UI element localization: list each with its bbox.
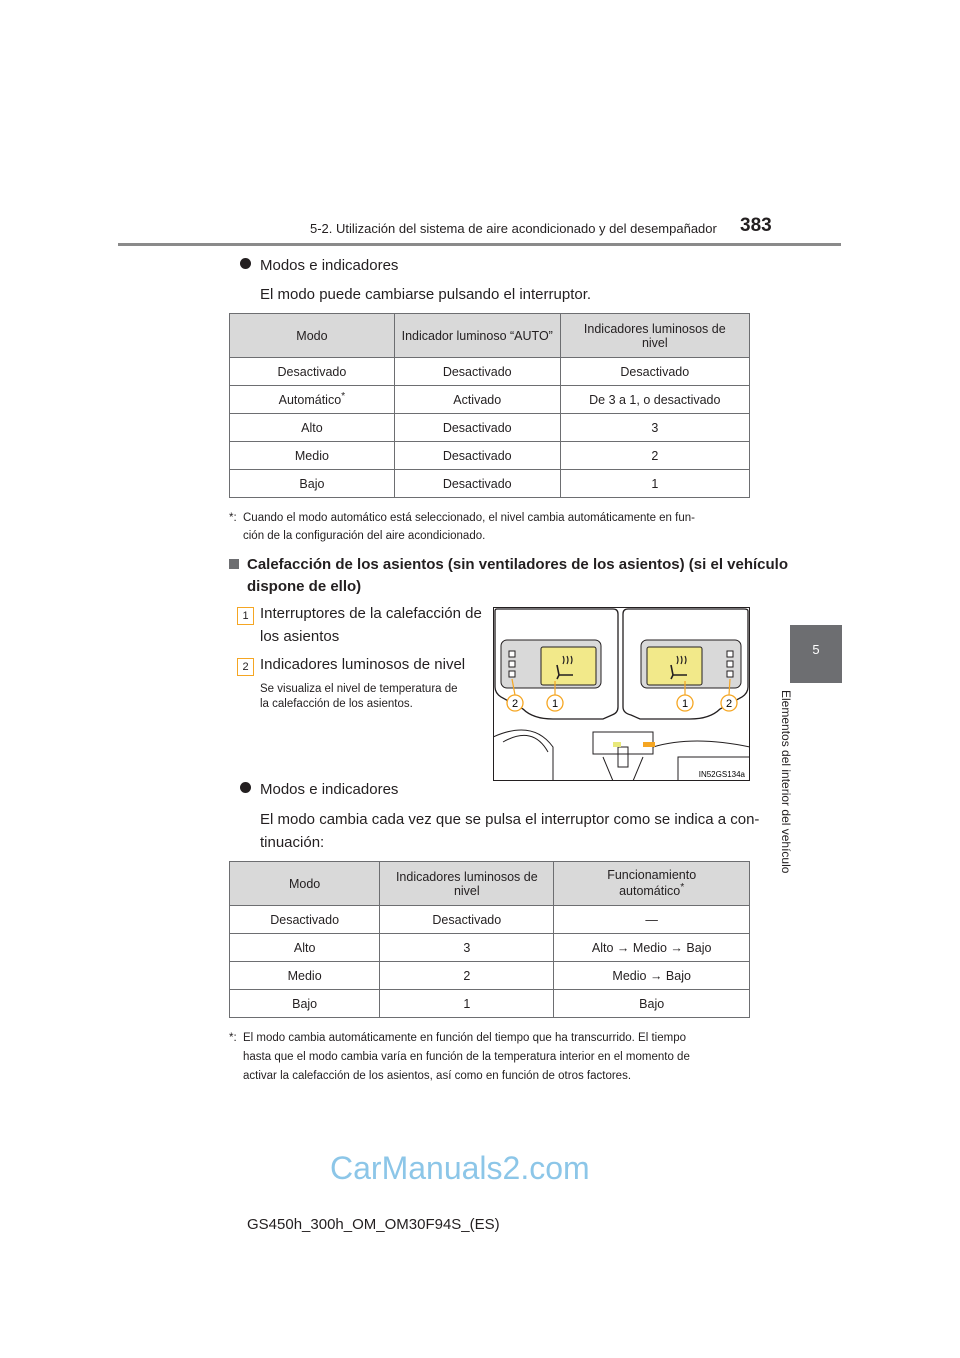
table-cell: Desactivado <box>380 906 554 934</box>
table-cell: Desactivado <box>560 358 749 386</box>
table2-header-level: Indicadores luminosos de nivel <box>380 862 554 906</box>
s2-heading-line1: Calefacción de los asientos (sin ventiladores de los asientos) (si el vehículo <box>247 556 789 573</box>
table1-header-level: Indicadores luminosos de nivel <box>560 314 749 358</box>
table-cell: Desactivado <box>394 414 560 442</box>
table-row <box>230 962 750 990</box>
bullet-dot-icon <box>240 782 251 793</box>
callout-label: 2 <box>511 698 519 710</box>
table-row <box>230 386 750 414</box>
table-cell: 1 <box>560 470 749 498</box>
bullet-dot-icon <box>240 258 251 269</box>
table-cell: 3 <box>560 414 749 442</box>
table-cell: Desactivado <box>230 358 395 386</box>
s2-footnote-line2: hasta que el modo cambia varía en función de la temperatura interior en el momento de <box>243 1051 690 1063</box>
table2-header-mode: Modo <box>230 862 380 906</box>
table-row <box>230 358 750 386</box>
s1-description: El modo puede cambiarse pulsando el interruptor. <box>260 286 592 303</box>
chapter-tab: 5 <box>790 625 842 683</box>
table-cell: Alto <box>230 414 395 442</box>
table-cell: Bajo <box>554 990 750 1018</box>
s1-footnote-mark: *: <box>229 512 237 524</box>
callout-number: 2 <box>237 658 254 676</box>
chapter-side-label <box>773 690 813 890</box>
table-cell: Alto <box>230 934 380 962</box>
table2-header-auto <box>554 862 750 906</box>
bullet-modes-1 <box>240 257 398 274</box>
s2-heading <box>229 556 788 573</box>
table-cell: 1 <box>380 990 554 1018</box>
s2-heading-line2: dispone de ello) <box>247 578 362 595</box>
item1-line1: Interruptores de la calefacción de <box>260 605 482 622</box>
table-cell: Desactivado <box>394 442 560 470</box>
dashboard-drawing <box>493 607 750 781</box>
modes-table-2 <box>229 861 750 1018</box>
table-cell <box>230 386 395 414</box>
s2-description-line2: tinuación: <box>260 834 325 851</box>
table-cell: Medio <box>230 962 380 990</box>
item2-note-line1: Se visualiza el nivel de temperatura de <box>260 683 458 695</box>
s2-footnote-mark: *: <box>229 1032 237 1044</box>
table-row <box>230 906 750 934</box>
header-rule <box>118 243 841 246</box>
s2-footnote-line3: activar la calefacción de los asientos, así como en función de otros factores. <box>243 1070 632 1082</box>
chapter-side-text: Elementos del interior del vehículo <box>779 690 793 874</box>
table-cell: — <box>554 906 750 934</box>
table2-header-auto-text: Funcionamiento automático <box>607 868 697 899</box>
table-cell-text: Automático <box>278 393 342 408</box>
s2-footnote-line1: El modo cambia automáticamente en función del tiempo que ha transcurrido. El tiempo <box>243 1032 686 1044</box>
table-row <box>230 934 750 962</box>
table-cell: Alto → Medio → Bajo <box>554 934 750 962</box>
callout-number: 1 <box>237 607 254 625</box>
section-square-icon <box>229 559 239 569</box>
header-title: 5-2. Utilización del sistema de aire acondicionado y del desempañador <box>310 221 717 236</box>
table-row <box>230 442 750 470</box>
table1-header-auto: Indicador luminoso “AUTO” <box>394 314 560 358</box>
table-row <box>230 414 750 442</box>
bullet-modes-2 <box>240 781 398 798</box>
table-cell: Medio <box>230 442 395 470</box>
seat-heater-illustration <box>493 607 750 781</box>
callout-label: 2 <box>725 698 733 710</box>
watermark-logo: CarManuals2.com <box>330 1150 590 1186</box>
table-row <box>230 990 750 1018</box>
callout-1-badge <box>237 606 254 625</box>
item2-label: Indicadores luminosos de nivel <box>260 656 466 673</box>
callout-2-badge <box>237 657 254 676</box>
footnote-star: * <box>680 882 685 894</box>
table-cell: Desactivado <box>394 470 560 498</box>
table-cell: 3 <box>380 934 554 962</box>
bullet-modes-1-label: Modos e indicadores <box>260 257 399 274</box>
table-cell: 2 <box>560 442 749 470</box>
table-cell: Activado <box>394 386 560 414</box>
footer-code: GS450h_300h_OM_OM30F94S_(ES) <box>247 1216 500 1233</box>
table-cell: De 3 a 1, o desactivado <box>560 386 749 414</box>
callout-label: 1 <box>681 698 689 710</box>
table1-header-mode: Modo <box>230 314 395 358</box>
table-cell: 2 <box>380 962 554 990</box>
item1-line2: los asientos <box>260 628 340 645</box>
modes-table-1 <box>229 313 750 498</box>
s1-footnote-line2: ción de la configuración del aire acondicionado. <box>243 530 486 542</box>
s2-description-line1: El modo cambia cada vez que se pulsa el interruptor como se indica a con- <box>260 811 760 828</box>
item2-note-line2: la calefacción de los asientos. <box>260 698 413 710</box>
table-cell: Desactivado <box>394 358 560 386</box>
table-cell: Medio → Bajo <box>554 962 750 990</box>
footnote-star: * <box>341 391 346 403</box>
page-number: 383 <box>740 215 772 236</box>
s1-footnote-line1: Cuando el modo automático está seleccionado, el nivel cambia automáticamente en fun- <box>243 512 695 524</box>
image-code: IN52GS134a <box>698 770 745 779</box>
table-row <box>230 470 750 498</box>
bullet-modes-2-label: Modos e indicadores <box>260 781 399 798</box>
table-cell: Desactivado <box>230 906 380 934</box>
table-cell: Bajo <box>230 470 395 498</box>
table-cell: Bajo <box>230 990 380 1018</box>
callout-label: 1 <box>551 698 559 710</box>
